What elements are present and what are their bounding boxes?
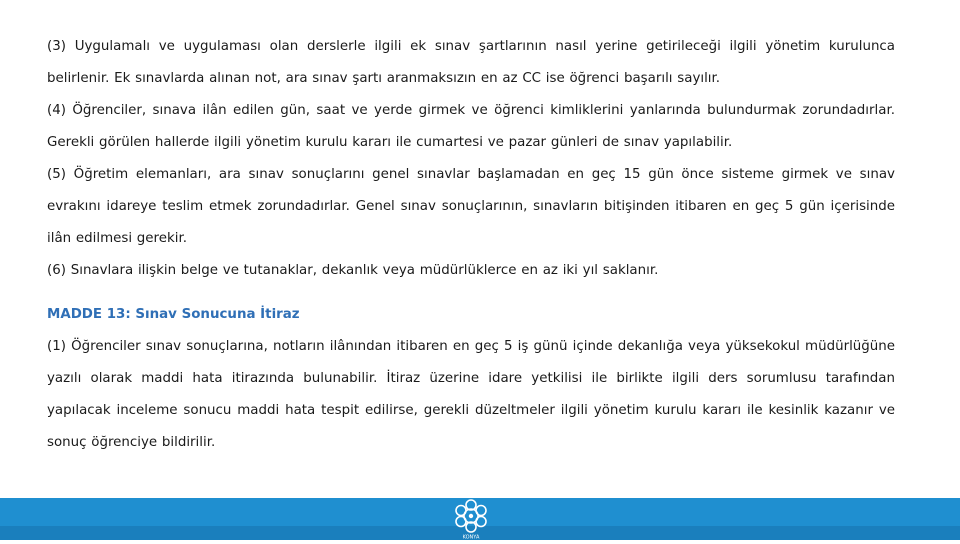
logo-text: KONYA [462,534,480,540]
paragraph-4: (4) Öğrenciler, sınava ilân edilen gün, saat ve yerde girmek ve öğrenci kimliklerini yanlarında bulundurmak zorundadırlar. Gerekli görülen hallerde ilgili yönetim kurulu kararı ile cumartesi ve pazar günleri de sınav yapılabilir. [47,103,895,150]
university-seal-graphic [450,496,492,540]
paragraph-5: (5) Öğretim elemanları, ara sınav sonuçlarını genel sınavlar başlamadan en geç 15 gün önce sisteme girmek ve sınav evrakını idareye teslim etmek zorundadırlar. Genel sınav sonuçlarının, sınavların bitişinden itibaren en geç 5 gün içerisinde ilân edilmesi gerekir. [47,167,895,246]
document-body [47,31,895,459]
paragraph-6: (6) Sınavlara ilişkin belge ve tutanaklar, dekanlık veya müdürlüklerce en az iki yıl saklanır. [47,263,659,278]
university-seal-icon [450,496,492,540]
article-heading: MADDE 13: Sınav Sonucuna İtiraz [47,307,300,322]
article-paragraph-1: (1) Öğrenciler sınav sonuçlarına, notların ilânından itibaren en geç 5 iş günü içinde dekanlığa veya yüksekokul müdürlüğüne yazılı olarak maddi hata itirazında bulunabilir. İtiraz üzerine idare yetkilisi ile birlikte ilgili ders sorumlusu tarafından yapılacak inceleme sonucu maddi hata tespit edilirse, gerekli düzeltmeler ilgili yönetim kurulu kararı ile kesinlik kazanır ve sonuç öğrenciye bildirilir. [47,339,895,450]
paragraph-3: (3) Uygulamalı ve uygulaması olan derslerle ilgili ek sınav şartlarının nasıl yerine getirileceği ilgili yönetim kurulunca belirlenir. Ek sınavlarda alınan not, ara sınav şartı aranmaksızın en az CC ise öğrenci başarılı sayılır. [47,39,895,86]
